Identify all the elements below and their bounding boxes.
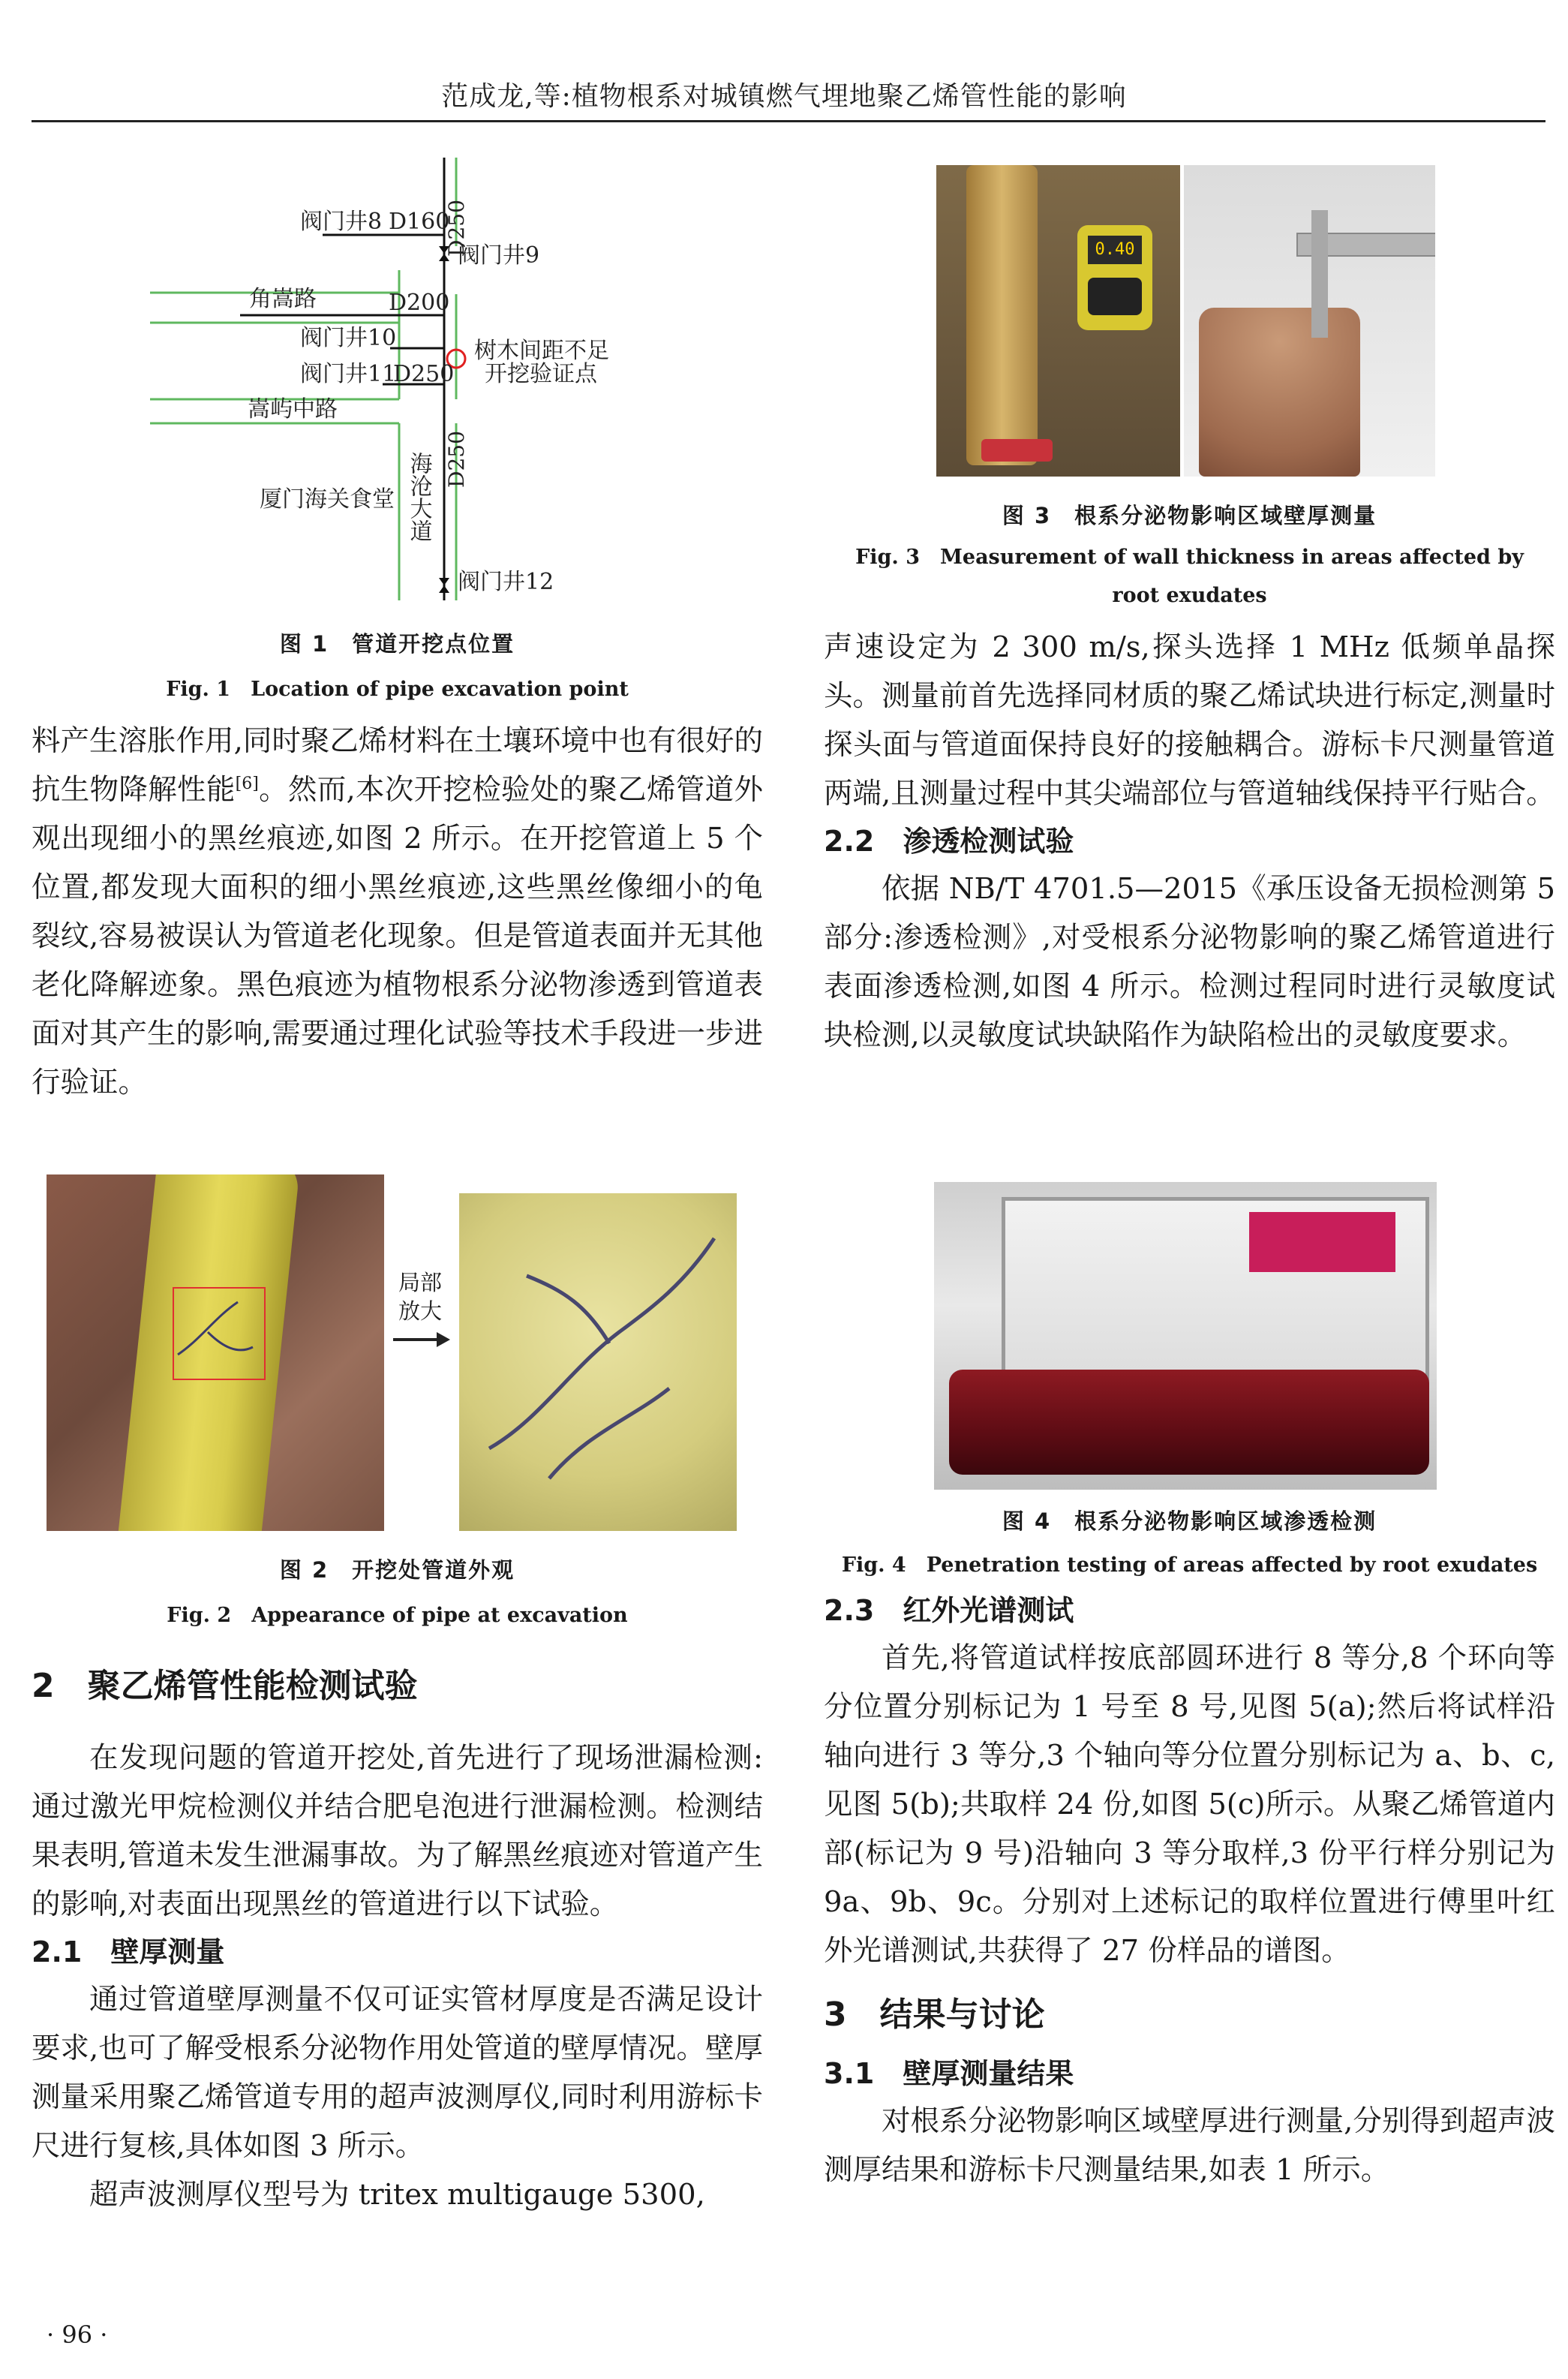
fig4-photo-penetration [934,1182,1437,1490]
header-rule [32,120,1545,122]
fig1-label: 海沧大道 [405,452,432,542]
fig1-label: 角嵩路 [249,286,317,312]
fig1-label: D250 [393,361,455,387]
paragraph: 在发现问题的管道开挖处,首先进行了现场泄漏检测:通过激光甲烷检测仪并结合肥皂泡进行泄漏检测。检测结果表明,管道未发生泄漏事故。为了解黑丝痕迹对管道产生的影响,对表面出现黑丝的管道进行以下试验。 [32,1741,763,1921]
fig1-label: 阀门井10 [300,325,397,351]
subsection-heading: 2.1 壁厚测量 [32,1935,225,1968]
right-text-block-1 [824,623,1555,1060]
fig1-label: D250 [444,431,469,488]
fig3-caption-cn: 图 3 根系分泌物影响区域壁厚测量 [1002,503,1377,528]
left-text-block-2 [32,1734,763,2219]
fig1-label: 开挖验证点 [485,361,597,387]
fig1-label: D160 [389,209,450,235]
fig1-label: 阀门井11 [300,361,397,387]
gauge-reading: 0.40 [1088,236,1142,264]
fig3-photo-gauge [936,165,1180,477]
fig1-caption-cn: 图 1 管道开挖点位置 [279,631,515,657]
arrow-right-icon [392,1328,452,1351]
zoom-label: 局部放大 [398,1270,442,1324]
paragraph: 对根系分泌物影响区域壁厚进行测量,分别得到超声波测厚结果和游标卡尺测量结果,如表 1 所示。 [824,2104,1555,2187]
section-heading: 2 聚乙烯管性能检测试验 [32,1667,418,1705]
fig3-caption-en: root exudates [1112,584,1267,607]
running-header: 范成龙,等:植物根系对城镇燃气埋地聚乙烯管性能的影响 [441,81,1127,112]
fig3-photo-caliper [1184,165,1435,477]
subsection-heading: 2.2 渗透检测试验 [824,825,1074,858]
right-text-block-2 [824,1587,1555,2194]
paragraph [32,717,763,1107]
subsection-heading: 2.3 红外光谱测试 [824,1594,1074,1627]
paragraph: 声速设定为 2 300 m/s,探头选择 1 MHz 低频单晶探头。测量前首先选择同材质的聚乙烯试块进行标定,测量时探头面与管道面保持良好的接触耦合。游标卡尺测量管道两端,且测量过程中其尖端部位与管道轴线保持平行贴合。 [824,630,1555,811]
fig1-label: 嵩屿中路 [248,396,338,423]
page-number: · 96 · [47,2320,108,2349]
fig1-label: 厦门海关食堂 [260,486,395,513]
fig2-photo-zoom [459,1193,737,1531]
paragraph: 依据 NB/T 4701.5—2015《承压设备无损检测第 5 部分:渗透检测》,对受根系分泌物影响的聚乙烯管道进行表面渗透检测,如图 4 所示。检测过程同时进行灵敏度试块检测,以灵敏度试块缺陷作为缺陷检出的灵敏度要求。 [824,872,1555,1052]
paragraph: 首先,将管道试样按底部圆环进行 8 等分,8 个环向等分位置分别标记为 1 号至 8 号,见图 5(a);然后将试样沿轴向进行 3 等分,3 个轴向等分位置分别标记为 a、b、c,见图 5(b);共取样 24 份,如图 5(c)所示。从聚乙烯管道内部(标记为 9 号)沿轴向 3 等分取样,3 份平行样分别记为 9a、9b、9c。分别对上述标记的取样位置进行傅里叶红外光谱测试,共获得了 27 份样品的谱图。 [824,1641,1555,1968]
fig1-label: 阀门井8 [300,209,383,235]
citation: [6] [235,774,259,794]
fig1-caption-en: Fig. 1 Location of pipe excavation point [166,678,629,701]
fig2-photo-excavation [47,1174,384,1531]
fig4-caption-cn: 图 4 根系分泌物影响区域渗透检测 [1002,1508,1377,1534]
fig1-schematic [150,158,750,600]
paragraph-text: 料产生溶胀作用,同时聚乙烯材料在土壤环境中也有很好的抗生物降解性能 [32,724,763,807]
subsection-heading: 3.1 壁厚测量结果 [824,2057,1074,2090]
fig1-label: 阀门井12 [458,569,554,595]
fig2-caption-cn: 图 2 开挖处管道外观 [279,1557,515,1583]
fig1-label: D250 [444,200,469,257]
fig4-caption-en: Fig. 4 Penetration testing of areas affected by root exudates [841,1553,1538,1577]
fig2-caption-en: Fig. 2 Appearance of pipe at excavation [167,1604,628,1627]
left-text-block-1 [32,717,763,1107]
paragraph: 通过管道壁厚测量不仅可证实管材厚度是否满足设计要求,也可了解受根系分泌物作用处管道的壁厚情况。壁厚测量采用聚乙烯管道专用的超声波测厚仪,同时利用游标卡尺进行复核,具体如图 3 所示。 [32,1983,763,2163]
fig1-label: 阀门井9 [458,242,540,269]
fig3-caption-en: Fig. 3 Measurement of wall thickness in areas affected by [855,546,1524,569]
fig1-label: D200 [389,290,450,316]
fig1-label: 树木间距不足 [474,338,609,364]
paragraph-text: 。然而,本次开挖检验处的聚乙烯管道外观出现细小的黑丝痕迹,如图 2 所示。在开挖管道上 5 个位置,都发现大面积的细小黑丝痕迹,这些黑丝像细小的龟裂纹,容易被误认为管道老化现象。但是管道表面并无其他老化降解迹象。黑色痕迹为植物根系分泌物渗透到管道表面对其产生的影响,需要通过理化试验等技术手段进一步进行验证。 [32,773,763,1099]
section-heading: 3 结果与讨论 [824,1996,1045,2034]
paragraph: 超声波测厚仪型号为 tritex multigauge 5300, [89,2178,705,2212]
